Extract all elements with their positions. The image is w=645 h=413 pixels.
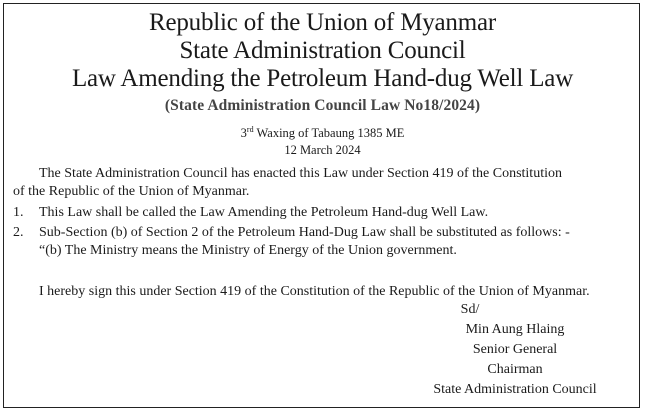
closing-statement: I hereby sign this under Section 419 of the Constitution of the Republic of the Union of Myanmar.: [39, 284, 590, 299]
header-council: State Administration Council: [179, 37, 466, 64]
header-law-title: Law Amending the Petroleum Hand-dug Well Law: [71, 65, 574, 92]
gregorian-date: 12 March 2024: [284, 143, 361, 157]
section-1-text: This Law shall be called the Law Amending the Petroleum Hand-dug Well Law.: [39, 205, 489, 220]
signatory-position: Chairman: [487, 362, 543, 377]
header-country: Republic of the Union of Myanmar: [149, 9, 496, 36]
date-myanmar-rest: Waxing of Tabaung 1385 ME: [253, 126, 405, 140]
signature-sd: Sd/: [460, 302, 480, 317]
section-2-text: Sub-Section (b) of Section 2 of the Petroleum Hand-Dug Law shall be substituted as follows: -: [39, 225, 570, 240]
preamble-line-2: of the Republic of the Union of Myanmar.: [13, 184, 250, 199]
preamble-line-1: The State Administration Council has enacted this Law under Section 419 of the Constitution: [39, 166, 562, 181]
myanmar-date: [0, 126, 645, 141]
header-law-number: (State Administration Council Law No18/2024): [164, 97, 481, 114]
signatory-name: Min Aung Hlaing: [465, 322, 565, 337]
section-2-quote: “(b) The Ministry means the Ministry of Energy of the Union government.: [39, 243, 457, 258]
date-ordinal-suffix: rd: [246, 124, 254, 134]
date-ordinal-number: 3: [240, 126, 247, 140]
section-2-number: 2.: [13, 225, 24, 240]
section-1-number: 1.: [13, 205, 24, 220]
signatory-rank: Senior General: [472, 342, 558, 357]
signatory-organization: State Administration Council: [433, 382, 597, 397]
